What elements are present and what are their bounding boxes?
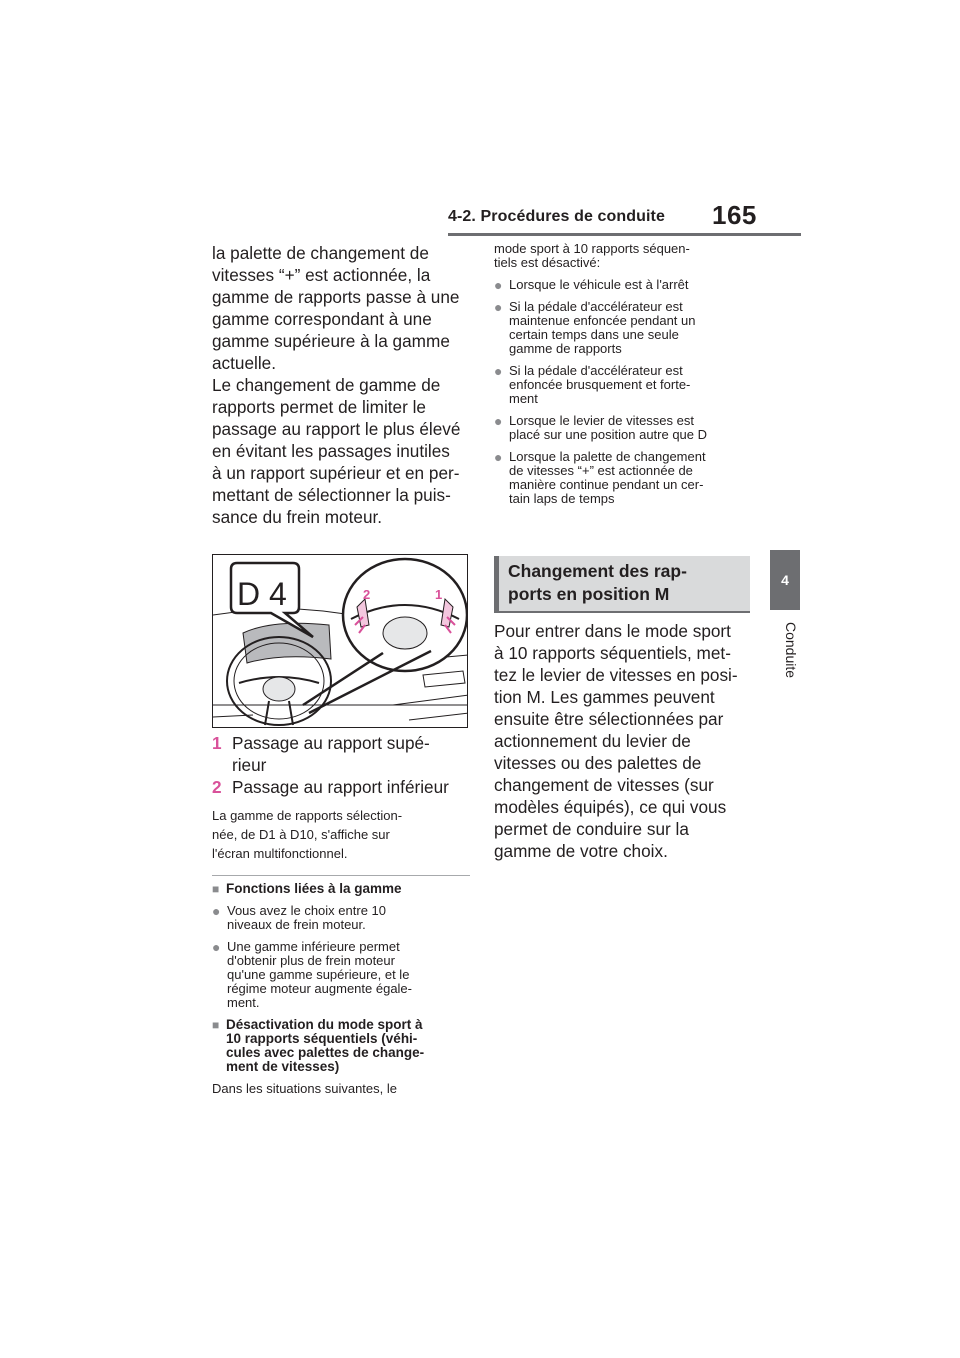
- callout-1: 1: [435, 587, 443, 602]
- text-line: en évitant les passages inutiles: [212, 441, 450, 461]
- page-number: 165: [712, 200, 757, 230]
- section-heading-m-position: Changement des rap- ports en position M: [494, 556, 750, 611]
- text-line: passage au rapport le plus élevé: [212, 419, 461, 439]
- list-item: [212, 776, 470, 798]
- gear-display-text: D 4: [237, 576, 287, 612]
- range-bullets: [212, 904, 470, 1010]
- list-item: ● Lorsque la palette de changement de vitesses “+” est actionnée de manière continue pendant un cer- tain laps de temps: [494, 449, 706, 506]
- text-line: rapports permet de limiter le: [212, 397, 426, 417]
- list-item: [212, 732, 470, 776]
- text-line: gamme de rapports passe à une: [212, 287, 460, 307]
- text-line: à un rapport supérieur et en per-: [212, 463, 460, 483]
- subheading-range-functions: ■ Fonctions liées à la gamme: [212, 881, 402, 896]
- text-line: gamme supérieure à la gamme: [212, 331, 450, 351]
- continued-text: mode sport à 10 rapports séquen- tiels est désactivé:: [494, 241, 690, 270]
- item-text: Passage au rapport inférieur: [232, 777, 449, 797]
- gear-range-note: La gamme de rapports sélection- née, de D1 à D10, s'affiche sur l'écran multifonctionnel.: [212, 808, 403, 861]
- item-number: 2: [212, 777, 222, 797]
- list-item: ● Une gamme inférieure permet d'obtenir plus de frein moteur qu'une gamme supérieure, et le régime moteur augmente égale- ment.: [212, 939, 412, 1010]
- chapter-tab[interactable]: [770, 550, 800, 610]
- item-text: Passage au rapport supé- rieur: [232, 733, 430, 775]
- text-line: sance du frein moteur.: [212, 507, 383, 527]
- paddle-shift-illustration: [212, 554, 468, 728]
- callout-2: 2: [363, 587, 371, 602]
- text-line: gamme correspondant à une: [212, 309, 432, 329]
- list-item: ● Lorsque le levier de vitesses est placé sur une position autre que D: [494, 413, 708, 442]
- list-item: ● Si la pédale d'accélérateur est enfoncée brusquement et forte- ment: [494, 363, 691, 406]
- item-number: 1: [212, 733, 222, 753]
- text-line: Le changement de gamme de: [212, 375, 441, 395]
- text-line: vitesses “+” est actionnée, la: [212, 265, 431, 285]
- text-line: mettant de sélectionner la puis-: [212, 485, 451, 505]
- header-rule: [448, 233, 801, 236]
- subheading-sport-deactivation: ■ Désactivation du mode sport à 10 rapports séquentiels (véhi- cules avec palettes de change- ment de vitesses): [212, 1017, 425, 1074]
- right-column: [494, 242, 756, 506]
- list-item: ● Lorsque le véhicule est à l'arrêt: [494, 277, 689, 293]
- numbered-list: [212, 732, 470, 798]
- section-header: 4-2. Procédures de conduite: [448, 208, 665, 225]
- list-item: ● Vous avez le choix entre 10 niveaux de frein moteur.: [212, 903, 386, 932]
- sport-deactivation-text: Dans les situations suivantes, le: [212, 1081, 397, 1096]
- illustration-svg: [213, 555, 468, 728]
- intro-paragraph: [212, 242, 470, 528]
- m-position-paragraph: Pour entrer dans le mode sport à 10 rapports séquentiels, met- tez le levier de vitesses en posi- tion M. Les gammes peuvent ensuite être sélectionnées par actionnement du levier de vitesses ou des palettes de changement de vitesses (sur modèles équipés), ce qui vous permet de conduire sur la gamme de votre choix.: [494, 621, 738, 861]
- text-line: actuelle.: [212, 353, 277, 373]
- deactivation-bullets: [494, 278, 756, 506]
- chapter-label: Conduite: [783, 622, 799, 679]
- list-item: ● Si la pédale d'accélérateur est maintenue enfoncée pendant un certain temps dans une seule gamme de rapports: [494, 299, 696, 356]
- left-column: [212, 242, 470, 1096]
- text-line: la palette de changement de: [212, 243, 429, 263]
- section-divider: [212, 875, 470, 876]
- section-heading-rule: [494, 611, 750, 613]
- chapter-number: 4: [781, 572, 789, 588]
